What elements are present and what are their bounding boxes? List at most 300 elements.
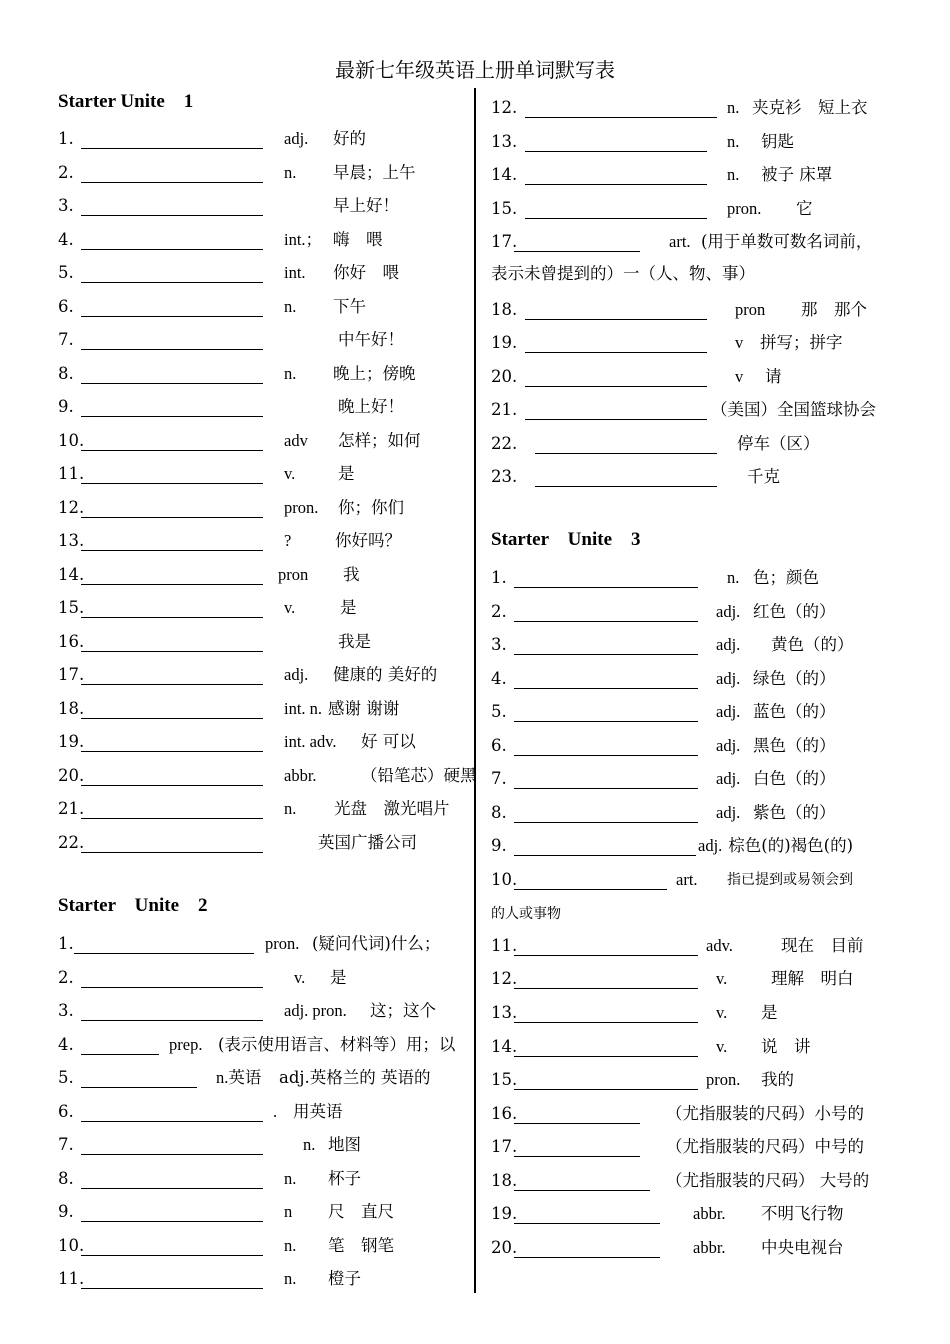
word-row bbox=[491, 734, 911, 758]
chinese-meaning: 蓝色（的） bbox=[753, 702, 836, 721]
word-row bbox=[58, 1267, 478, 1291]
word-row bbox=[58, 395, 478, 419]
answer-blank[interactable] bbox=[514, 1022, 698, 1023]
word-row bbox=[58, 1133, 478, 1157]
chinese-meaning: 感谢 谢谢 bbox=[328, 698, 400, 718]
word-row bbox=[58, 1200, 478, 1224]
chinese-meaning: 这；这个 bbox=[370, 1001, 436, 1020]
item-number: 2. bbox=[58, 967, 74, 987]
part-of-speech: adj. bbox=[284, 129, 309, 148]
answer-blank[interactable] bbox=[81, 1087, 197, 1088]
item-number: 16. bbox=[491, 1104, 518, 1123]
item-number: 17. bbox=[491, 1137, 518, 1156]
word-row bbox=[58, 999, 478, 1023]
word-row bbox=[58, 831, 478, 855]
chinese-meaning: （尤指服装的尺码） 大号的 bbox=[666, 1171, 870, 1190]
answer-blank[interactable] bbox=[514, 955, 698, 956]
word-row bbox=[58, 362, 478, 386]
chinese-meaning: 杯子 bbox=[328, 1168, 361, 1188]
item-number: 7. bbox=[58, 1135, 74, 1154]
answer-blank[interactable] bbox=[514, 855, 696, 856]
answer-blank[interactable] bbox=[81, 249, 263, 250]
part-of-speech: n. bbox=[727, 98, 740, 117]
word-row bbox=[58, 261, 478, 285]
word-row bbox=[58, 1234, 478, 1258]
part-of-speech: int. adv. bbox=[284, 732, 337, 751]
chinese-meaning: 棕色(的)褐色(的) bbox=[728, 836, 854, 855]
part-of-speech: ? bbox=[284, 531, 292, 550]
item-number: 20. bbox=[491, 367, 518, 386]
word-row bbox=[58, 529, 478, 553]
part-of-speech: int.； bbox=[284, 229, 323, 249]
item-number: 14. bbox=[491, 165, 518, 184]
part-of-speech: n. bbox=[284, 1168, 297, 1188]
chinese-meaning: 是 bbox=[340, 598, 357, 617]
answer-blank[interactable] bbox=[81, 617, 263, 618]
chinese-meaning: 那 那个 bbox=[801, 300, 867, 319]
chinese-meaning: (用于单数可数名词前， bbox=[701, 232, 873, 251]
item-number: 14. bbox=[491, 1037, 518, 1056]
item-number: 17. bbox=[491, 232, 518, 251]
item-number: 11. bbox=[491, 936, 518, 955]
word-row bbox=[58, 228, 478, 252]
word-row bbox=[58, 663, 478, 687]
word-row bbox=[491, 934, 911, 958]
answer-blank[interactable] bbox=[514, 889, 667, 890]
part-of-speech: adj. bbox=[716, 802, 741, 822]
answer-blank[interactable] bbox=[514, 688, 698, 689]
chinese-meaning: (疑问代词)什么； bbox=[312, 934, 441, 953]
word-row bbox=[58, 1066, 478, 1090]
part-of-speech: n. bbox=[284, 1235, 297, 1255]
answer-blank[interactable] bbox=[81, 584, 263, 585]
part-of-speech: abbr. bbox=[693, 1204, 726, 1223]
answer-blank[interactable] bbox=[514, 1156, 640, 1157]
word-row bbox=[58, 797, 478, 821]
chinese-meaning: 怎样；如何 bbox=[338, 430, 421, 450]
item-number: 5. bbox=[58, 1068, 74, 1087]
chinese-meaning: 夹克衫 短上衣 bbox=[752, 98, 868, 117]
item-number: 12. bbox=[491, 98, 518, 117]
item-number: 14. bbox=[58, 564, 85, 584]
chinese-meaning: 健康的 美好的 bbox=[333, 665, 438, 684]
answer-blank[interactable] bbox=[81, 182, 263, 183]
word-row bbox=[491, 398, 911, 422]
answer-blank[interactable] bbox=[525, 117, 717, 118]
word-row bbox=[58, 596, 478, 620]
word-row bbox=[491, 1135, 911, 1159]
section-heading: Starter Unite 2 bbox=[58, 895, 208, 916]
answer-blank[interactable] bbox=[81, 483, 263, 484]
chinese-meaning: adj.英格兰的 英语的 bbox=[279, 1068, 431, 1087]
answer-blank[interactable] bbox=[81, 383, 263, 384]
chinese-meaning: 地图 bbox=[328, 1135, 361, 1154]
part-of-speech: pron. bbox=[265, 934, 300, 953]
chinese-meaning: 黄色（的） bbox=[771, 635, 854, 654]
part-of-speech: prep. bbox=[169, 1034, 203, 1054]
part-of-speech: n bbox=[284, 1202, 293, 1221]
chinese-meaning: （美国）全国篮球协会 bbox=[711, 400, 876, 419]
item-number: 15. bbox=[491, 198, 518, 218]
word-row bbox=[58, 1167, 478, 1191]
chinese-meaning: 尺 直尺 bbox=[328, 1202, 394, 1221]
part-of-speech: n. bbox=[284, 296, 297, 316]
item-number: 10. bbox=[58, 1235, 85, 1255]
item-number: 10. bbox=[58, 430, 85, 450]
word-row bbox=[58, 328, 478, 352]
page-title: 最新七年级英语上册单词默写表 bbox=[335, 58, 615, 82]
item-number: 12. bbox=[58, 497, 85, 517]
item-number: 1. bbox=[58, 129, 74, 148]
item-number: 7. bbox=[58, 330, 74, 349]
part-of-speech: v bbox=[735, 367, 744, 386]
word-row bbox=[491, 700, 911, 724]
part-of-speech: v bbox=[735, 333, 744, 352]
part-of-speech: art. bbox=[669, 232, 691, 251]
answer-blank[interactable] bbox=[81, 517, 263, 518]
chinese-meaning: 用英语 bbox=[293, 1101, 343, 1121]
part-of-speech: adj. bbox=[716, 635, 741, 654]
part-of-speech: n. bbox=[727, 568, 740, 587]
answer-blank[interactable] bbox=[514, 755, 698, 756]
word-row bbox=[58, 462, 478, 486]
part-of-speech: int. bbox=[284, 263, 306, 282]
item-number: 5. bbox=[58, 263, 74, 282]
answer-blank[interactable] bbox=[514, 988, 698, 989]
item-number: 6. bbox=[58, 296, 74, 316]
word-row bbox=[491, 298, 911, 322]
answer-blank[interactable] bbox=[514, 721, 698, 722]
part-of-speech: n. bbox=[303, 1135, 316, 1154]
chinese-meaning: 紫色（的） bbox=[753, 802, 836, 822]
chinese-meaning: 指已提到或易领会到 bbox=[727, 871, 853, 888]
word-row bbox=[491, 130, 911, 154]
item-number: 16. bbox=[58, 631, 85, 651]
word-row bbox=[58, 563, 478, 587]
answer-blank[interactable] bbox=[525, 386, 707, 387]
word-row bbox=[58, 161, 478, 185]
item-number: 13. bbox=[491, 1003, 518, 1022]
item-number: 19. bbox=[491, 1204, 518, 1223]
chinese-meaning: 橙子 bbox=[328, 1269, 361, 1288]
chinese-meaning: 绿色（的） bbox=[753, 668, 836, 688]
answer-blank[interactable] bbox=[81, 1255, 263, 1256]
chinese-meaning: （尤指服装的尺码）中号的 bbox=[666, 1137, 864, 1156]
chinese-meaning: 嗨 喂 bbox=[333, 229, 383, 249]
word-row bbox=[491, 1102, 911, 1126]
chinese-meaning: 是 bbox=[338, 464, 355, 483]
answer-blank[interactable] bbox=[514, 1123, 640, 1124]
meaning-continuation: 的人或事物 bbox=[491, 906, 561, 922]
answer-blank[interactable] bbox=[81, 1054, 159, 1055]
item-number: 4. bbox=[58, 1034, 74, 1054]
chinese-meaning: 中午好！ bbox=[338, 330, 404, 349]
chinese-meaning: 理解 明白 bbox=[771, 969, 854, 988]
part-of-speech: adj. bbox=[716, 769, 741, 788]
word-row bbox=[58, 295, 478, 319]
word-row bbox=[491, 96, 911, 120]
chinese-meaning: 我 bbox=[343, 564, 360, 584]
word-row bbox=[491, 163, 911, 187]
answer-blank[interactable] bbox=[525, 419, 707, 420]
item-number: 11. bbox=[58, 464, 85, 483]
item-number: 15. bbox=[491, 1070, 518, 1089]
chinese-meaning: 现在 目前 bbox=[781, 936, 864, 955]
word-row bbox=[58, 1033, 478, 1057]
answer-blank[interactable] bbox=[514, 1089, 698, 1090]
chinese-meaning: 晚上好！ bbox=[338, 397, 404, 416]
chinese-meaning: 晚上；傍晚 bbox=[333, 363, 416, 383]
chinese-meaning: 说 讲 bbox=[761, 1037, 811, 1056]
answer-blank[interactable] bbox=[535, 453, 717, 454]
chinese-meaning: 下午 bbox=[333, 296, 366, 316]
item-number: 9. bbox=[58, 1202, 74, 1221]
item-number: 21. bbox=[58, 799, 85, 818]
part-of-speech: n. bbox=[284, 162, 297, 182]
word-row bbox=[491, 432, 911, 456]
answer-blank[interactable] bbox=[81, 416, 263, 417]
answer-blank[interactable] bbox=[525, 151, 707, 152]
item-number: 3. bbox=[58, 1001, 74, 1020]
part-of-speech: pron bbox=[278, 564, 309, 584]
part-of-speech: n. bbox=[284, 1269, 297, 1288]
item-number: 12. bbox=[491, 969, 518, 988]
answer-blank[interactable] bbox=[514, 1056, 698, 1057]
chinese-meaning: 你好 喂 bbox=[333, 263, 399, 282]
chinese-meaning: 早晨；上午 bbox=[333, 162, 416, 182]
answer-blank[interactable] bbox=[81, 1188, 263, 1189]
meaning-continuation: 表示未曾提到的）一（人、物、事） bbox=[491, 264, 755, 283]
answer-blank[interactable] bbox=[525, 218, 707, 219]
answer-blank[interactable] bbox=[514, 788, 698, 789]
answer-blank[interactable] bbox=[525, 319, 707, 320]
word-row bbox=[491, 465, 911, 489]
answer-blank[interactable] bbox=[514, 1190, 650, 1191]
item-number: 8. bbox=[491, 802, 507, 822]
word-row bbox=[491, 1169, 911, 1193]
answer-blank[interactable] bbox=[81, 987, 263, 988]
item-number: 19. bbox=[58, 732, 85, 751]
item-number: 2. bbox=[491, 601, 507, 621]
part-of-speech: pron. bbox=[727, 198, 762, 218]
answer-blank[interactable] bbox=[514, 1223, 660, 1224]
chinese-meaning: 你；你们 bbox=[338, 497, 404, 517]
item-number: 23. bbox=[491, 467, 518, 486]
chinese-meaning: 是 bbox=[761, 1003, 778, 1022]
word-row bbox=[58, 630, 478, 654]
chinese-meaning: 我是 bbox=[338, 631, 371, 651]
word-row bbox=[58, 429, 478, 453]
item-number: 20. bbox=[58, 765, 85, 785]
word-row bbox=[491, 1001, 911, 1025]
answer-blank[interactable] bbox=[81, 651, 263, 652]
chinese-meaning: 它 bbox=[796, 198, 813, 218]
chinese-meaning: 白色（的） bbox=[753, 769, 836, 788]
item-number: 18. bbox=[58, 698, 85, 718]
item-number: 18. bbox=[491, 1171, 518, 1190]
part-of-speech: n.英语 bbox=[216, 1068, 262, 1087]
item-number: 3. bbox=[58, 196, 74, 215]
chinese-meaning: 好 可以 bbox=[361, 732, 416, 751]
item-number: 9. bbox=[491, 836, 507, 855]
item-number: 3. bbox=[491, 635, 507, 654]
word-row bbox=[491, 600, 911, 624]
answer-blank[interactable] bbox=[81, 852, 263, 853]
chinese-meaning: 红色（的） bbox=[753, 601, 836, 621]
word-row bbox=[491, 566, 911, 590]
answer-blank[interactable] bbox=[81, 349, 263, 350]
part-of-speech: abbr. bbox=[284, 765, 317, 785]
part-of-speech: int. n. bbox=[284, 698, 323, 718]
chinese-meaning: 请 bbox=[765, 367, 782, 386]
part-of-speech: v. bbox=[716, 1037, 728, 1056]
word-row bbox=[58, 966, 478, 990]
answer-blank[interactable] bbox=[514, 1257, 660, 1258]
answer-blank[interactable] bbox=[81, 818, 263, 819]
word-row bbox=[491, 1068, 911, 1092]
answer-blank[interactable] bbox=[81, 785, 263, 786]
word-row bbox=[491, 365, 911, 389]
item-number: 11. bbox=[58, 1269, 85, 1288]
chinese-meaning: 笔 钢笔 bbox=[328, 1235, 394, 1255]
word-row bbox=[491, 1202, 911, 1226]
part-of-speech: adj. pron. bbox=[284, 1001, 347, 1020]
part-of-speech: n. bbox=[284, 363, 297, 383]
answer-blank[interactable] bbox=[81, 316, 263, 317]
answer-blank[interactable] bbox=[81, 215, 263, 216]
part-of-speech: pron bbox=[735, 300, 766, 319]
item-number: 8. bbox=[58, 363, 74, 383]
chinese-meaning: 停车（区） bbox=[737, 434, 820, 453]
chinese-meaning: 你好吗？ bbox=[335, 531, 401, 550]
answer-blank[interactable] bbox=[81, 1221, 263, 1222]
word-row bbox=[491, 801, 911, 825]
chinese-meaning: 我的 bbox=[761, 1070, 794, 1089]
answer-blank[interactable] bbox=[514, 654, 698, 655]
item-number: 4. bbox=[58, 229, 74, 249]
part-of-speech: adv. bbox=[706, 936, 733, 955]
part-of-speech: abbr. bbox=[693, 1238, 726, 1257]
part-of-speech: n. bbox=[727, 131, 740, 151]
item-number: 19. bbox=[491, 333, 518, 352]
answer-blank[interactable] bbox=[525, 352, 707, 353]
answer-blank[interactable] bbox=[514, 621, 698, 622]
answer-blank[interactable] bbox=[81, 1288, 263, 1289]
item-number: 9. bbox=[58, 397, 74, 416]
section-heading: Starter Unite 3 bbox=[491, 529, 641, 550]
item-number: 2. bbox=[58, 162, 74, 182]
answer-blank[interactable] bbox=[81, 148, 263, 149]
part-of-speech: . bbox=[273, 1101, 278, 1121]
chinese-meaning: 千克 bbox=[747, 467, 780, 486]
section-heading: Starter Unite 1 bbox=[58, 91, 194, 112]
part-of-speech: adj. bbox=[284, 665, 309, 684]
word-row bbox=[491, 1236, 911, 1260]
answer-blank[interactable] bbox=[81, 718, 263, 719]
part-of-speech: n. bbox=[284, 799, 297, 818]
word-row bbox=[491, 967, 911, 991]
chinese-meaning: 光盘 激光唱片 bbox=[334, 799, 450, 818]
part-of-speech: adj. bbox=[716, 735, 741, 755]
chinese-meaning: 色；颜色 bbox=[753, 568, 819, 587]
answer-blank[interactable] bbox=[74, 953, 254, 954]
part-of-speech: v. bbox=[294, 967, 306, 987]
item-number: 18. bbox=[491, 300, 518, 319]
answer-blank[interactable] bbox=[514, 587, 698, 588]
chinese-meaning: 好的 bbox=[333, 129, 366, 148]
answer-blank[interactable] bbox=[81, 550, 263, 551]
item-number: 4. bbox=[491, 668, 507, 688]
chinese-meaning: 中央电视台 bbox=[761, 1238, 844, 1257]
part-of-speech: adj. bbox=[716, 601, 741, 621]
answer-blank[interactable] bbox=[81, 684, 263, 685]
item-number: 10. bbox=[491, 869, 518, 889]
chinese-meaning: 英国广播公司 bbox=[318, 832, 417, 852]
item-number: 21. bbox=[491, 400, 518, 419]
word-row bbox=[491, 331, 911, 355]
item-number: 20. bbox=[491, 1238, 518, 1257]
item-number: 22. bbox=[58, 832, 85, 852]
word-row bbox=[58, 496, 478, 520]
part-of-speech: v. bbox=[284, 598, 296, 617]
item-number: 8. bbox=[58, 1168, 74, 1188]
answer-blank[interactable] bbox=[81, 1121, 263, 1122]
word-row bbox=[58, 932, 478, 956]
chinese-meaning: 是 bbox=[330, 967, 347, 987]
part-of-speech: n. bbox=[727, 165, 740, 184]
part-of-speech: adj. bbox=[716, 702, 741, 721]
answer-blank[interactable] bbox=[81, 1154, 263, 1155]
item-number: 15. bbox=[58, 598, 85, 617]
answer-blank[interactable] bbox=[81, 1020, 263, 1021]
item-number: 1. bbox=[491, 568, 507, 587]
item-number: 13. bbox=[491, 131, 518, 151]
chinese-meaning: 早上好！ bbox=[333, 196, 399, 215]
part-of-speech: art. bbox=[676, 869, 698, 889]
word-row bbox=[58, 194, 478, 218]
word-row bbox=[491, 230, 911, 254]
word-row bbox=[58, 127, 478, 151]
answer-blank[interactable] bbox=[81, 751, 263, 752]
chinese-meaning: （尤指服装的尺码）小号的 bbox=[666, 1104, 864, 1123]
word-row bbox=[58, 730, 478, 754]
part-of-speech: adj. bbox=[698, 836, 723, 855]
word-row bbox=[58, 697, 478, 721]
part-of-speech: pron. bbox=[284, 497, 319, 517]
word-row bbox=[491, 667, 911, 691]
chinese-meaning: 不明飞行物 bbox=[761, 1204, 844, 1223]
part-of-speech: v. bbox=[284, 464, 296, 483]
word-row bbox=[58, 764, 478, 788]
answer-blank[interactable] bbox=[514, 251, 640, 252]
part-of-speech: v. bbox=[716, 1003, 728, 1022]
item-number: 6. bbox=[491, 735, 507, 755]
part-of-speech: adj. bbox=[716, 668, 741, 688]
part-of-speech: v. bbox=[716, 969, 728, 988]
answer-blank[interactable] bbox=[81, 282, 263, 283]
chinese-meaning: (表示使用语言、材料等）用；以 bbox=[218, 1034, 456, 1054]
word-row bbox=[491, 868, 911, 892]
answer-blank[interactable] bbox=[535, 486, 717, 487]
answer-blank[interactable] bbox=[525, 184, 707, 185]
item-number: 13. bbox=[58, 531, 85, 550]
item-number: 7. bbox=[491, 769, 507, 788]
answer-blank[interactable] bbox=[514, 822, 698, 823]
item-number: 1. bbox=[58, 934, 74, 953]
chinese-meaning: （铅笔芯）硬黑 bbox=[361, 765, 477, 785]
answer-blank[interactable] bbox=[81, 450, 263, 451]
word-row bbox=[491, 197, 911, 221]
